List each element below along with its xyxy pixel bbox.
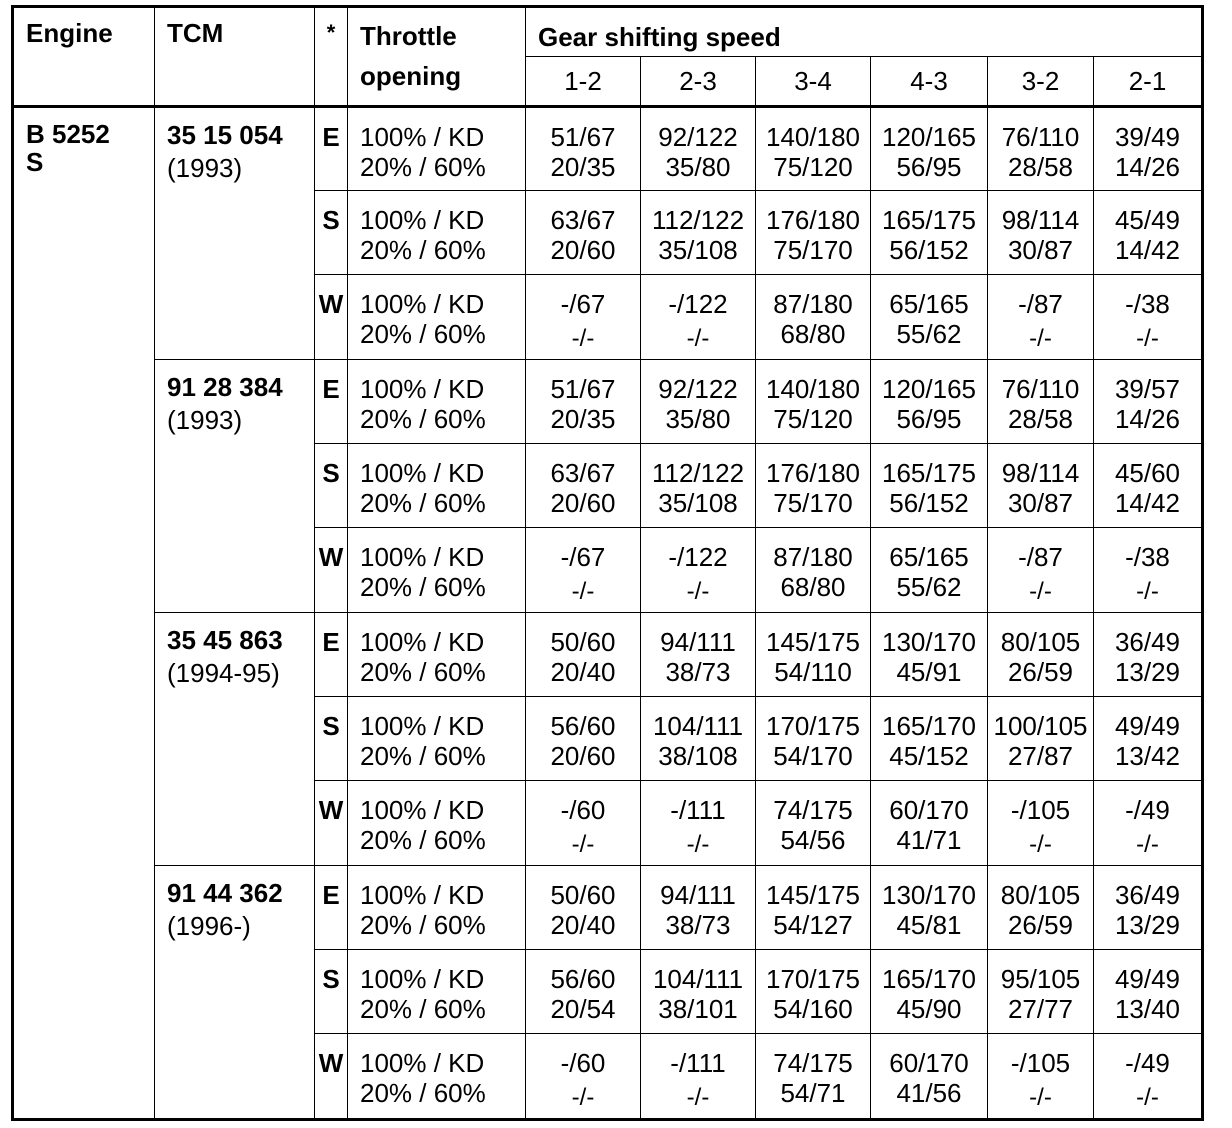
speed-value: 56/60 [550, 711, 616, 741]
throttle-line: 100% / KD [360, 964, 485, 994]
speed-value: 68/80 [780, 319, 846, 349]
speed-cell-2-1 [1094, 360, 1203, 444]
speed-value: 120/165 [882, 122, 976, 152]
speed-cell-3-4 [756, 528, 871, 613]
throttle-line: 100% / KD [360, 374, 485, 404]
speed-value: 41/56 [896, 1078, 962, 1108]
speed-cell-3-4 [756, 613, 871, 697]
speed-cell-3-2 [988, 697, 1094, 781]
speed-value: 140/180 [766, 122, 860, 152]
header-throttle [348, 7, 526, 107]
speed-cell-3-2 [988, 866, 1094, 950]
mode-cell: E [315, 613, 348, 697]
speed-value: 56/152 [889, 488, 969, 518]
throttle-cell [348, 360, 526, 444]
speed-value: 54/71 [780, 1078, 846, 1108]
throttle-cell [348, 191, 526, 275]
speed-cell-2-3 [641, 1034, 756, 1120]
speed-value: -/67 [560, 289, 606, 319]
speed-cell-3-2 [988, 950, 1094, 1034]
speed-value: 14/26 [1114, 404, 1181, 434]
speed-value: 27/87 [1007, 741, 1074, 771]
speed-cell-2-3 [641, 444, 756, 528]
speed-value: 14/26 [1114, 152, 1181, 182]
speed-value: 176/180 [766, 458, 860, 488]
speed-value: 54/127 [773, 910, 853, 940]
speed-value: 13/42 [1114, 741, 1181, 771]
speed-value: 38/101 [658, 994, 738, 1024]
speed-value: 145/175 [766, 880, 860, 910]
speed-value: 94/111 [660, 627, 736, 657]
speed-value: 170/175 [766, 964, 860, 994]
throttle-line: 20% / 60% [360, 572, 486, 602]
speed-value: 104/111 [652, 964, 744, 994]
throttle-line: 100% / KD [360, 627, 485, 657]
speed-value: 130/170 [882, 627, 976, 657]
speed-value: 35/80 [665, 404, 731, 434]
speed-value: -/60 [560, 795, 606, 825]
speed-value: 20/60 [550, 488, 616, 518]
mode-cell: S [315, 950, 348, 1034]
header-shift-2-3: 2-3 [641, 57, 756, 107]
throttle-cell [348, 275, 526, 360]
speed-value: 28/58 [1007, 152, 1074, 182]
throttle-line: 100% / KD [360, 711, 485, 741]
tcm-cell [155, 866, 315, 1120]
speed-value: -/- [1029, 578, 1052, 605]
throttle-line: 20% / 60% [360, 152, 486, 182]
speed-value: 20/40 [550, 657, 616, 687]
speed-value: 20/35 [550, 152, 616, 182]
speed-value: 65/165 [889, 542, 969, 572]
speed-value: 49/49 [1114, 964, 1181, 994]
speed-value: -/- [686, 831, 710, 858]
speed-value: -/- [1136, 578, 1159, 605]
speed-value: -/- [686, 1084, 710, 1111]
engine-cell [13, 107, 155, 1120]
mode-cell: W [315, 528, 348, 613]
speed-cell-1-2 [526, 781, 641, 866]
speed-cell-2-3 [641, 866, 756, 950]
speed-value: 30/87 [1007, 235, 1074, 265]
speed-cell-3-2 [988, 613, 1094, 697]
speed-cell-3-2 [988, 528, 1094, 613]
mode-cell: S [315, 191, 348, 275]
speed-value: 49/49 [1114, 711, 1181, 741]
speed-value: 92/122 [658, 122, 738, 152]
tcm-code: 91 28 384 [167, 372, 283, 402]
throttle-cell [348, 950, 526, 1034]
speed-value: 20/60 [550, 235, 616, 265]
speed-value: 28/58 [1007, 404, 1074, 434]
engine-line2: S [26, 147, 44, 177]
speed-value: 38/73 [665, 910, 731, 940]
speed-cell-3-2 [988, 191, 1094, 275]
speed-cell-3-2 [988, 275, 1094, 360]
throttle-line: 100% / KD [360, 880, 485, 910]
speed-value: 27/77 [1007, 994, 1074, 1024]
mode-cell: W [315, 781, 348, 866]
header-shift-3-4: 3-4 [756, 57, 871, 107]
speed-value: 75/170 [773, 235, 853, 265]
speed-cell-4-3 [871, 528, 988, 613]
mode-cell: W [315, 275, 348, 360]
speed-value: 104/111 [652, 711, 744, 741]
speed-value: 165/170 [882, 711, 976, 741]
engine-line1: B 5252 [26, 119, 110, 149]
tcm-year: (1993) [167, 153, 243, 183]
speed-cell-2-1 [1094, 107, 1203, 191]
throttle-cell [348, 107, 526, 191]
speed-value: 20/40 [550, 910, 616, 940]
speed-value: 20/35 [550, 404, 616, 434]
speed-value: -/67 [560, 542, 606, 572]
header-shift-1-2: 1-2 [526, 57, 641, 107]
speed-value: 60/170 [889, 1048, 969, 1078]
speed-value: -/49 [1125, 795, 1170, 825]
mode-cell: S [315, 697, 348, 781]
speed-value: 41/71 [896, 825, 962, 855]
speed-value: 80/105 [1000, 627, 1081, 657]
speed-cell-1-2 [526, 528, 641, 613]
speed-value: 56/152 [889, 235, 969, 265]
speed-cell-2-1 [1094, 781, 1203, 866]
speed-cell-1-2 [526, 444, 641, 528]
speed-value: -/- [1136, 1084, 1159, 1111]
speed-value: 45/152 [889, 741, 969, 771]
header-throttle-line1: Throttle [360, 21, 457, 51]
speed-value: 13/40 [1114, 994, 1181, 1024]
speed-value: -/87 [1018, 289, 1063, 319]
tcm-cell [155, 613, 315, 866]
speed-value: 30/87 [1007, 488, 1074, 518]
speed-value: 98/114 [1001, 458, 1080, 488]
mode-cell: E [315, 107, 348, 191]
speed-cell-4-3 [871, 950, 988, 1034]
speed-value: 35/108 [658, 488, 738, 518]
speed-cell-4-3 [871, 275, 988, 360]
speed-cell-2-1 [1094, 275, 1203, 360]
speed-cell-3-4 [756, 950, 871, 1034]
speed-value: 36/49 [1114, 880, 1181, 910]
speed-cell-2-3 [641, 781, 756, 866]
throttle-line: 100% / KD [360, 458, 485, 488]
tcm-year: (1994-95) [167, 658, 280, 688]
speed-value: 170/175 [766, 711, 860, 741]
throttle-line: 100% / KD [360, 795, 485, 825]
speed-cell-3-4 [756, 107, 871, 191]
throttle-line: 20% / 60% [360, 825, 486, 855]
table-row [13, 866, 1203, 950]
table-row [13, 107, 1203, 191]
speed-cell-2-1 [1094, 191, 1203, 275]
throttle-line: 20% / 60% [360, 910, 486, 940]
speed-cell-4-3 [871, 444, 988, 528]
speed-value: 45/49 [1114, 205, 1181, 235]
speed-cell-2-3 [641, 613, 756, 697]
speed-value: 76/110 [1001, 122, 1080, 152]
speed-value: 14/42 [1114, 488, 1181, 518]
speed-value: 60/170 [889, 795, 969, 825]
speed-cell-4-3 [871, 1034, 988, 1120]
speed-value: -/38 [1125, 289, 1170, 319]
speed-value: -/- [571, 325, 595, 352]
speed-cell-3-4 [756, 697, 871, 781]
speed-value: 63/67 [550, 458, 616, 488]
speed-value: 45/60 [1114, 458, 1181, 488]
speed-cell-2-3 [641, 107, 756, 191]
speed-value: 36/49 [1114, 627, 1181, 657]
tcm-cell [155, 360, 315, 613]
speed-value: 54/56 [780, 825, 846, 855]
speed-value: 56/95 [896, 404, 962, 434]
speed-cell-1-2 [526, 191, 641, 275]
speed-value: 45/91 [896, 657, 962, 687]
speed-value: 45/90 [896, 994, 962, 1024]
speed-cell-2-3 [641, 275, 756, 360]
speed-cell-2-1 [1094, 950, 1203, 1034]
speed-value: -/- [1029, 325, 1052, 352]
speed-cell-1-2 [526, 866, 641, 950]
speed-cell-2-3 [641, 360, 756, 444]
throttle-line: 20% / 60% [360, 1078, 486, 1108]
speed-cell-2-3 [641, 191, 756, 275]
header-shift-4-3: 4-3 [871, 57, 988, 107]
speed-value: -/- [1029, 831, 1052, 858]
throttle-line: 100% / KD [360, 122, 485, 152]
speed-value: 95/105 [1000, 964, 1081, 994]
mode-cell: W [315, 1034, 348, 1120]
speed-value: 120/165 [882, 374, 976, 404]
speed-value: 51/67 [550, 122, 616, 152]
speed-cell-2-1 [1094, 444, 1203, 528]
mode-cell: E [315, 866, 348, 950]
speed-value: 45/81 [896, 910, 962, 940]
speed-cell-3-4 [756, 1034, 871, 1120]
speed-value: 112/122 [651, 205, 745, 235]
speed-value: 92/122 [658, 374, 738, 404]
speed-value: 50/60 [550, 627, 616, 657]
speed-cell-2-3 [641, 528, 756, 613]
throttle-line: 100% / KD [360, 542, 485, 572]
speed-value: 35/108 [658, 235, 738, 265]
header-gear-shifting-speed: Gear shifting speed [526, 7, 1203, 57]
speed-value: -/122 [668, 542, 728, 572]
speed-value: 39/57 [1114, 374, 1181, 404]
speed-cell-4-3 [871, 613, 988, 697]
speed-cell-2-3 [641, 697, 756, 781]
throttle-cell [348, 781, 526, 866]
speed-value: 55/62 [896, 572, 962, 602]
tcm-year: (1993) [167, 405, 243, 435]
speed-value: 75/120 [773, 404, 853, 434]
speed-cell-1-2 [526, 275, 641, 360]
speed-value: 13/29 [1114, 657, 1181, 687]
speed-cell-2-1 [1094, 1034, 1203, 1120]
throttle-line: 100% / KD [360, 1048, 485, 1078]
speed-value: 63/67 [550, 205, 616, 235]
speed-value: -/- [571, 578, 595, 605]
speed-value: 26/59 [1007, 910, 1074, 940]
throttle-cell [348, 613, 526, 697]
header-shift-3-2: 3-2 [988, 57, 1094, 107]
speed-cell-2-1 [1094, 866, 1203, 950]
speed-value: 68/80 [780, 572, 846, 602]
speed-value: 54/170 [773, 741, 853, 771]
tcm-code: 35 45 863 [167, 625, 283, 655]
speed-value: 112/122 [651, 458, 745, 488]
header-engine: Engine [13, 7, 155, 107]
speed-cell-3-2 [988, 444, 1094, 528]
speed-value: -/- [1136, 325, 1159, 352]
speed-value: 65/165 [889, 289, 969, 319]
speed-cell-2-3 [641, 950, 756, 1034]
table-row [13, 613, 1203, 697]
speed-value: 80/105 [1000, 880, 1081, 910]
header-throttle-line2: opening [360, 61, 462, 91]
speed-value: 50/60 [550, 880, 616, 910]
speed-value: 55/62 [896, 319, 962, 349]
mode-cell: S [315, 444, 348, 528]
speed-cell-4-3 [871, 866, 988, 950]
speed-cell-2-1 [1094, 613, 1203, 697]
speed-value: 38/108 [658, 741, 738, 771]
throttle-line: 20% / 60% [360, 994, 486, 1024]
speed-cell-3-2 [988, 781, 1094, 866]
throttle-cell [348, 697, 526, 781]
speed-value: 13/29 [1114, 910, 1181, 940]
speed-cell-1-2 [526, 613, 641, 697]
speed-value: 76/110 [1001, 374, 1080, 404]
speed-value: 100/105 [993, 711, 1088, 741]
speed-value: -/- [571, 1084, 595, 1111]
tcm-code: 91 44 362 [167, 878, 283, 908]
speed-value: 56/60 [550, 964, 616, 994]
speed-value: -/38 [1125, 542, 1170, 572]
throttle-cell [348, 444, 526, 528]
speed-cell-3-2 [988, 107, 1094, 191]
speed-value: 54/160 [773, 994, 853, 1024]
speed-value: 98/114 [1001, 205, 1080, 235]
speed-cell-1-2 [526, 697, 641, 781]
speed-value: 176/180 [766, 205, 860, 235]
throttle-line: 20% / 60% [360, 741, 486, 771]
speed-value: 165/175 [882, 458, 976, 488]
speed-value: -/111 [670, 1048, 726, 1078]
speed-value: -/- [571, 831, 595, 858]
speed-cell-3-4 [756, 866, 871, 950]
speed-cell-3-4 [756, 444, 871, 528]
speed-value: 74/175 [773, 795, 853, 825]
speed-value: -/105 [1010, 795, 1071, 825]
speed-value: 14/42 [1114, 235, 1181, 265]
speed-value: -/111 [670, 795, 726, 825]
gear-shift-table [11, 5, 1204, 1121]
tcm-code: 35 15 054 [167, 120, 283, 150]
throttle-line: 20% / 60% [360, 657, 486, 687]
speed-value: -/- [1029, 1084, 1052, 1111]
speed-value: 38/73 [665, 657, 731, 687]
throttle-line: 20% / 60% [360, 319, 486, 349]
mode-cell: E [315, 360, 348, 444]
speed-cell-4-3 [871, 697, 988, 781]
speed-value: 145/175 [766, 627, 860, 657]
speed-value: 74/175 [773, 1048, 853, 1078]
speed-cell-3-4 [756, 360, 871, 444]
speed-value: 75/120 [773, 152, 853, 182]
speed-value: 165/175 [882, 205, 976, 235]
speed-value: 130/170 [882, 880, 976, 910]
speed-cell-2-1 [1094, 697, 1203, 781]
speed-value: 87/180 [773, 542, 853, 572]
speed-cell-1-2 [526, 360, 641, 444]
speed-value: -/49 [1125, 1048, 1170, 1078]
speed-value: 26/59 [1007, 657, 1074, 687]
speed-value: -/- [1136, 831, 1159, 858]
speed-value: 54/110 [774, 657, 852, 687]
speed-value: 56/95 [896, 152, 962, 182]
speed-cell-4-3 [871, 107, 988, 191]
speed-value: 94/111 [660, 880, 736, 910]
speed-value: 39/49 [1114, 122, 1181, 152]
speed-value: 140/180 [766, 374, 860, 404]
throttle-line: 20% / 60% [360, 235, 486, 265]
throttle-line: 20% / 60% [360, 488, 486, 518]
speed-value: 75/170 [773, 488, 853, 518]
header-star: * [315, 7, 348, 107]
tcm-cell [155, 107, 315, 360]
speed-cell-4-3 [871, 781, 988, 866]
table-row [13, 360, 1203, 444]
speed-value: 20/60 [550, 741, 616, 771]
header-shift-2-1: 2-1 [1094, 57, 1203, 107]
speed-value: 20/54 [550, 994, 616, 1024]
speed-value: 87/180 [773, 289, 853, 319]
speed-value: 51/67 [550, 374, 616, 404]
speed-value: -/- [686, 578, 710, 605]
speed-cell-3-4 [756, 191, 871, 275]
speed-value: -/- [686, 325, 710, 352]
speed-value: 35/80 [665, 152, 731, 182]
throttle-cell [348, 866, 526, 950]
throttle-line: 20% / 60% [360, 404, 486, 434]
header-tcm: TCM [155, 7, 315, 107]
speed-cell-4-3 [871, 360, 988, 444]
speed-value: -/87 [1018, 542, 1063, 572]
speed-cell-1-2 [526, 950, 641, 1034]
throttle-line: 100% / KD [360, 205, 485, 235]
throttle-cell [348, 528, 526, 613]
speed-cell-1-2 [526, 1034, 641, 1120]
speed-cell-3-2 [988, 360, 1094, 444]
speed-value: 165/170 [882, 964, 976, 994]
speed-cell-1-2 [526, 107, 641, 191]
speed-cell-3-2 [988, 1034, 1094, 1120]
speed-value: -/122 [668, 289, 728, 319]
speed-cell-2-1 [1094, 528, 1203, 613]
speed-value: -/105 [1010, 1048, 1071, 1078]
tcm-year: (1996-) [167, 911, 251, 941]
throttle-line: 100% / KD [360, 289, 485, 319]
speed-value: -/60 [560, 1048, 606, 1078]
throttle-cell [348, 1034, 526, 1120]
speed-cell-3-4 [756, 781, 871, 866]
speed-cell-4-3 [871, 191, 988, 275]
speed-cell-3-4 [756, 275, 871, 360]
